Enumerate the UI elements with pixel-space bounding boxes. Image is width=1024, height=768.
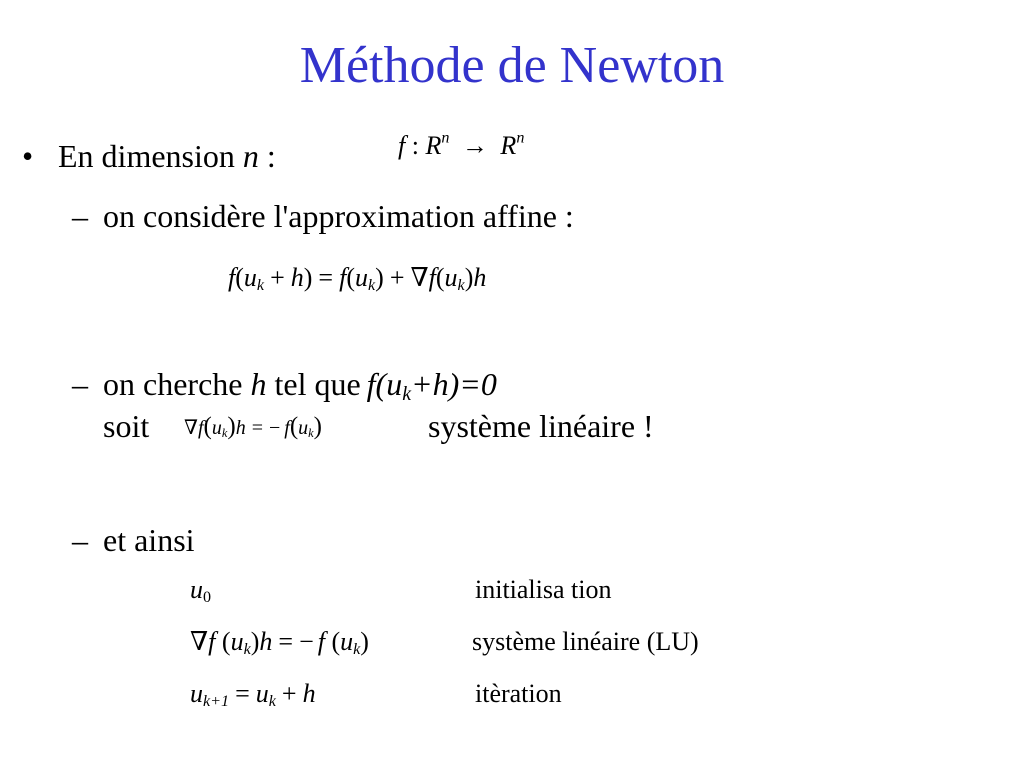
map-colon: : <box>411 131 419 160</box>
sub1-text: on considère l'approximation affine : <box>103 198 574 234</box>
algo-system-eq: ∇f $(u_k)h$ = − f $(u_k)$ <box>190 627 369 659</box>
algo-label-iter: itèration <box>475 679 562 708</box>
bullet-main <box>58 136 276 176</box>
map-codomain: $R^n$ <box>500 129 525 160</box>
bullet-main-var: n <box>242 138 259 174</box>
map-arrow: → <box>461 131 488 160</box>
bullet-main-colon: : <box>266 138 276 174</box>
bullet-main-text: En dimension <box>58 138 235 174</box>
sub2-condition: $f(u_k+h)=0$ <box>366 366 497 405</box>
sub3-dash: – <box>72 522 88 558</box>
system-label: système linéaire ! <box>428 408 654 444</box>
bullet-dot: • <box>22 138 34 174</box>
sub2-text-before: on cherche <box>103 366 243 402</box>
algo-label-init: initialisa tion <box>475 575 612 604</box>
sub2-h: h <box>250 366 267 402</box>
soit-equation: $\nabla f(u_k)h$ = − $f(u_k)$ <box>184 413 322 441</box>
sub1-dash: – <box>72 198 88 234</box>
sub2-soit: soit <box>103 408 150 444</box>
algo-label-system: système linéaire (LU) <box>472 627 699 656</box>
sub2-line1 <box>103 364 497 404</box>
affine-equation: $f(u_k + h) = f(u_k) + \nabla f(u_k)h$ <box>228 263 487 295</box>
map-f: f <box>398 131 406 160</box>
map-domain: $R^n$ <box>425 129 450 160</box>
sub2-dash: – <box>72 366 88 402</box>
slide-title: Méthode de Newton <box>299 37 725 94</box>
algo-iter-eq: $u_{k+1} = u_k + h$ <box>190 679 316 711</box>
sub3-text: et ainsi <box>103 522 195 558</box>
algo-u0: $u_0$ <box>190 575 212 607</box>
sub2-text-after: tel que <box>274 366 361 402</box>
map-formula <box>398 130 524 162</box>
